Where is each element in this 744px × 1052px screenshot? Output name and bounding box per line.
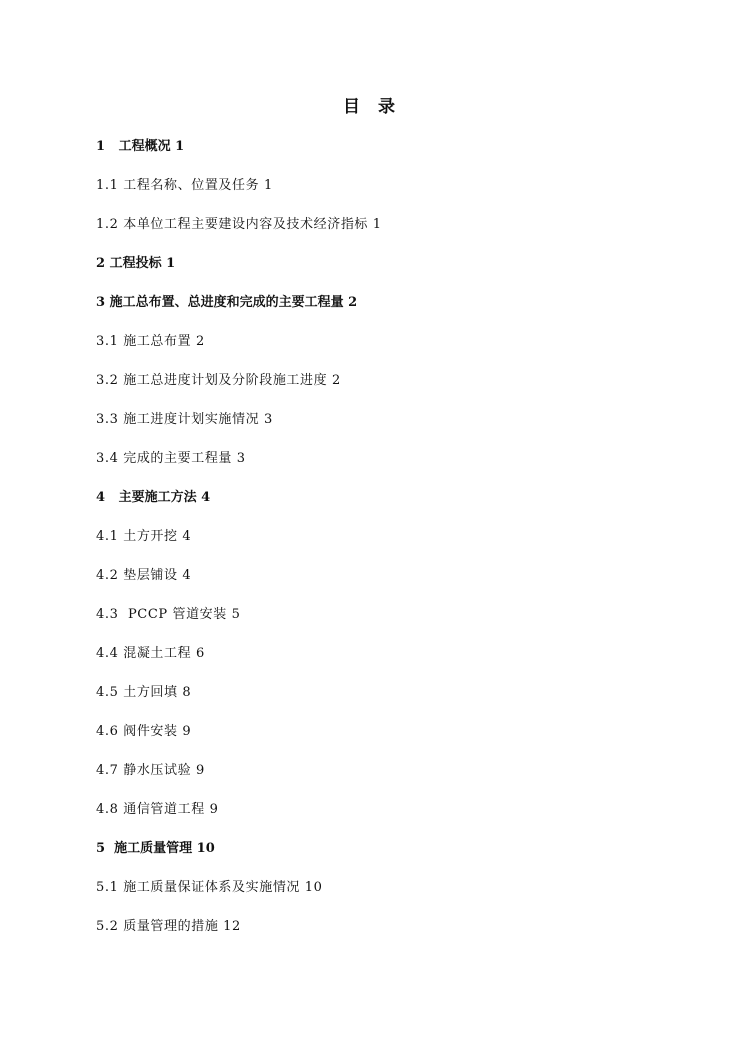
toc-entry-number: 1 (96, 139, 106, 154)
toc-entry-number: 5 (96, 841, 106, 856)
toc-entry-number: 4.5 (96, 685, 119, 700)
toc-entry-page-number: 3 (263, 412, 273, 427)
toc-entry-text: 土方开挖 (123, 529, 178, 544)
toc-entry-page-number: 2 (348, 295, 358, 310)
toc-entry-spacer (105, 841, 114, 856)
toc-section-entry[interactable] (96, 332, 656, 371)
toc-section-entry[interactable] (96, 878, 656, 917)
toc-entry-number: 5.1 (96, 880, 119, 895)
toc-section-entry[interactable] (96, 371, 656, 410)
toc-section-entry[interactable] (96, 683, 656, 722)
toc-section-entry[interactable] (96, 566, 656, 605)
toc-section-entry[interactable] (96, 176, 656, 215)
toc-entry-page-number: 10 (196, 841, 215, 856)
toc-entry-text: 工程投标 (109, 256, 162, 271)
toc-section-entry[interactable] (96, 215, 656, 254)
toc-entry-number: 4 (96, 490, 106, 505)
toc-entry-text: 阀件安装 (123, 724, 178, 739)
toc-entry-page-number: 9 (195, 763, 205, 778)
toc-entry-page-number: 1 (175, 139, 185, 154)
toc-section-entry[interactable] (96, 527, 656, 566)
toc-title: 目 录 (343, 97, 401, 117)
toc-entry-text: 本单位工程主要建设内容及技术经济指标 (123, 217, 369, 232)
toc-entry-text: 通信管道工程 (123, 802, 205, 817)
toc-section-entry[interactable] (96, 644, 656, 683)
toc-entry-number: 5.2 (96, 919, 119, 934)
toc-entry-number: 2 (96, 256, 106, 271)
toc-entry-number: 1.2 (96, 217, 119, 232)
toc-entry-text: 施工总布置、总进度和完成的主要工程量 (109, 295, 344, 310)
toc-chapter-entry[interactable] (96, 488, 656, 527)
toc-entry-text: 施工总布置 (123, 334, 192, 349)
toc-entry-number: 4.1 (96, 529, 119, 544)
toc-entry-number: 4.2 (96, 568, 119, 583)
toc-entry-number: 3.1 (96, 334, 119, 349)
toc-entry-text: 质量管理的措施 (123, 919, 219, 934)
toc-section-entry[interactable] (96, 410, 656, 449)
toc-chapter-entry[interactable] (96, 254, 656, 293)
toc-chapter-entry[interactable] (96, 137, 656, 176)
toc-section-entry[interactable] (96, 800, 656, 839)
toc-entry-page-number: 2 (331, 373, 341, 388)
toc-entry-page-number: 8 (182, 685, 192, 700)
toc-entry-spacer (105, 490, 119, 505)
toc-section-entry[interactable] (96, 449, 656, 488)
toc-entry-text: 工程概况 (118, 139, 171, 154)
toc-entry-text: 施工进度计划实施情况 (123, 412, 260, 427)
toc-entry-text: 主要施工方法 (118, 490, 197, 505)
toc-entry-text: 混凝土工程 (123, 646, 192, 661)
toc-entry-page-number: 4 (182, 529, 192, 544)
toc-entry-number: 4.6 (96, 724, 119, 739)
toc-entry-text: 垫层铺设 (123, 568, 178, 583)
toc-entry-page-number: 12 (223, 919, 241, 934)
toc-section-entry[interactable] (96, 761, 656, 800)
toc-section-entry[interactable] (96, 917, 656, 956)
toc-section-entry[interactable] (96, 722, 656, 761)
toc-entry-page-number: 6 (195, 646, 205, 661)
toc-entry-text: 施工总进度计划及分阶段施工进度 (123, 373, 328, 388)
toc-entry-text: 土方回填 (123, 685, 178, 700)
toc-entry-spacer (105, 139, 119, 154)
toc-entry-number: 3.4 (96, 451, 119, 466)
toc-entry-page-number: 1 (372, 217, 382, 232)
toc-entry-page-number: 9 (209, 802, 219, 817)
toc-entry-text: 静水压试验 (123, 763, 192, 778)
toc-entry-page-number: 3 (236, 451, 246, 466)
toc-entry-text: 完成的主要工程量 (123, 451, 233, 466)
toc-entry-page-number: 2 (195, 334, 205, 349)
toc-entry-text: PCCP 管道安装 (127, 607, 227, 622)
toc-entry-page-number: 10 (304, 880, 323, 895)
toc-entry-text: 工程名称、位置及任务 (123, 178, 260, 193)
toc-entry-page-number: 5 (231, 607, 241, 622)
toc-entry-number: 3 (96, 295, 106, 310)
toc-chapter-entry[interactable] (96, 839, 656, 878)
toc-entry-number: 4.4 (96, 646, 119, 661)
toc-entry-page-number: 4 (182, 568, 192, 583)
toc-entry-number: 4.7 (96, 763, 119, 778)
toc-entry-number: 4.3 (96, 607, 119, 622)
toc-section-entry[interactable] (96, 605, 656, 644)
toc-entry-number: 3.3 (96, 412, 119, 427)
toc-entry-page-number: 1 (263, 178, 273, 193)
toc-entry-page-number: 9 (182, 724, 192, 739)
toc-entry-number: 4.8 (96, 802, 119, 817)
toc-entry-text: 施工质量保证体系及实施情况 (123, 880, 301, 895)
toc-entry-page-number: 1 (166, 256, 176, 271)
toc-entry-spacer (118, 607, 127, 622)
toc-entry-page-number: 4 (201, 490, 211, 505)
toc-entry-number: 3.2 (96, 373, 119, 388)
toc-list (96, 137, 656, 956)
toc-entry-number: 1.1 (96, 178, 119, 193)
toc-entry-text: 施工质量管理 (114, 841, 193, 856)
toc-chapter-entry[interactable] (96, 293, 656, 332)
